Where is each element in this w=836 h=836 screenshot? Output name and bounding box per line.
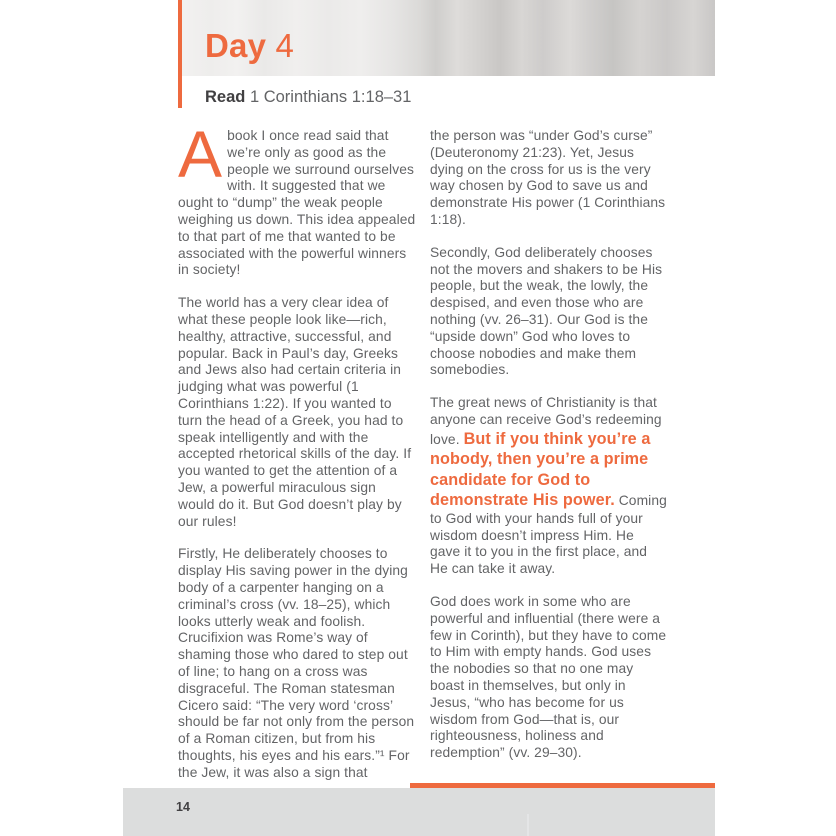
dropcap-letter: A (178, 117, 223, 191)
read-label: Read (205, 88, 246, 106)
paragraph-text: Coming to God with your hands full of your wisdom doesn’t impress Him. He gave it to you in the first place, and He can take it away. (430, 493, 667, 577)
paragraph: the person was “under God’s curse” (Deuteronomy 21:23). Yet, Jesus dying on the cross for us is the very way chosen by God to save us and demonstrate His power (1 Corinthians 1:18). (430, 128, 666, 227)
paragraph: God does work in some who are powerful and influential (there were a few in Corinth), but they have to come to Him with empty hands. God uses the nobodies so that no one may boast in themselves, but only in Jesus, “who has become for us wisdom from God—that is, our righteousness, holiness and redemption” (vv. 29–30). (430, 593, 667, 761)
paragraph-text: book I once read said that we’re only as good as the people we surround ourselves with. It suggested that we ought to “dump” the weak people weighing us down. This idea appealed to that part of me that wanted to be associated with the powerful winners in society! (178, 128, 416, 278)
read-reference: 1 Corinthians 1:18–31 (249, 88, 412, 106)
paragraph-with-highlight (430, 395, 668, 578)
highlight-text: But if you think you’re a nobody, then you’re a prime candidate for God to demonstrate His power. (430, 429, 651, 510)
day-label: Day (205, 27, 267, 64)
paragraph: Firstly, He deliberately chooses to display His saving power in the dying body of a carpenter hanging on a criminal’s cross (vv. 18–25), which looks utterly weak and foolish. Crucifixion was Rome’s way of shaming those who dared to step out of line; to hang on a cross was disgraceful. The Roman statesman Cicero said: “The very word ‘cross’ should be far not only from the person of a Roman citizen, but from his thoughts, his eyes and his ears.”¹ For the Jew, it was also a sign that (178, 546, 415, 780)
page-number: 14 (176, 800, 190, 814)
left-column (178, 117, 416, 781)
day-title (205, 29, 294, 63)
paragraph-text: The great news of Christianity is that anyone can receive God’s redeeming love. (430, 395, 662, 447)
read-line (205, 87, 411, 107)
paragraph: Secondly, God deliberately chooses not the movers and shakers to be His people, but the weak, the lowly, the despised, and even those who are nothing (vv. 26–31). Our God is the “upside down” God who loves to choose nobodies and make them somebodies. (430, 244, 663, 378)
paragraph-with-dropcap (178, 117, 416, 279)
accent-left-bar (178, 0, 182, 108)
paragraph: The world has a very clear idea of what these people look like—rich, healthy, attractive, successful, and popular. Back in Paul’s day, Greeks and Jews also had certain criteria in judging what was powerful (1 Corinthians 1:22). If you wanted to turn the head of a Greek, you had to speak intelligently and with the accepted rhetorical skills of the day. If you wanted to get the attention of a Jew, a powerful miraculous sign would do it. But God doesn’t play by our rules! (178, 295, 412, 529)
day-number: 4 (275, 27, 295, 64)
right-column (430, 128, 668, 762)
footer-band (123, 788, 715, 836)
footer-seam-line (527, 814, 529, 836)
